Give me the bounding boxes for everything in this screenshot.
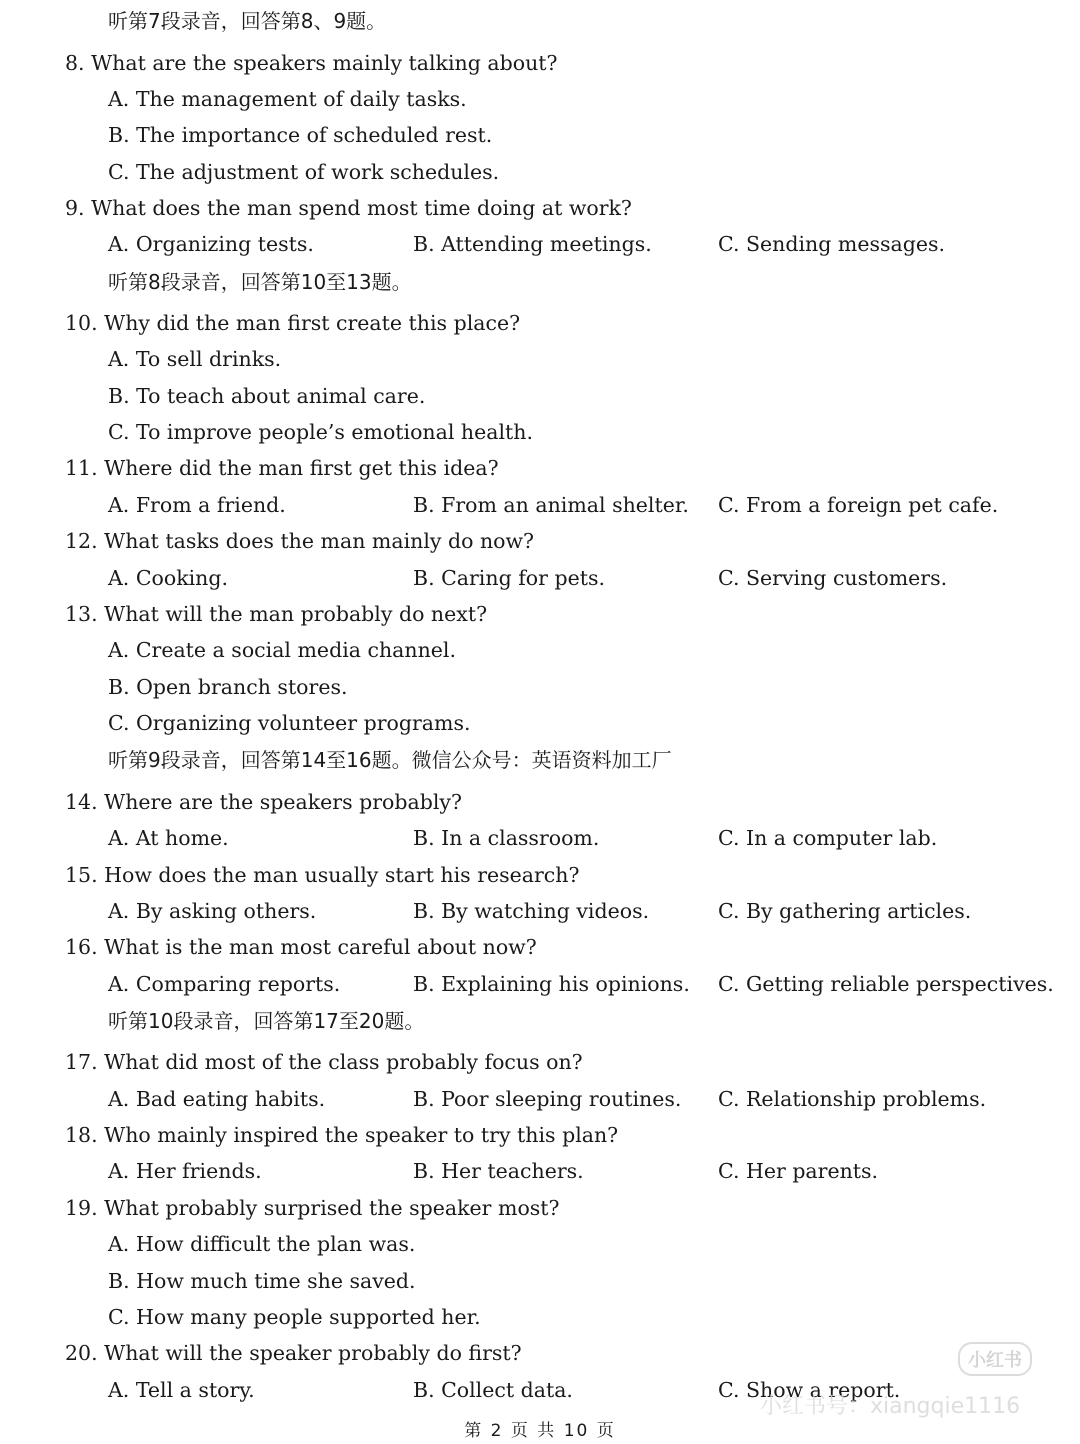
question-stem: 14. Where are the speakers probably? [65, 790, 462, 814]
question-stem: 16. What is the man most careful about now? [65, 935, 537, 959]
option-b: B. Attending meetings. [413, 232, 652, 256]
option-a: A. Her friends. [108, 1159, 262, 1183]
option-a: A. Tell a story. [108, 1378, 255, 1402]
section-heading: 听第10段录音，回答第17至20题。 [108, 1009, 425, 1033]
option-b: B. From an animal shelter. [413, 493, 689, 517]
option-b: B. By watching videos. [413, 899, 650, 923]
question-stem: 10. Why did the man first create this place? [65, 311, 521, 335]
question-stem: 15. How does the man usually start his research? [65, 863, 580, 887]
option-b: B. Poor sleeping routines. [413, 1087, 682, 1111]
question-stem: 8. What are the speakers mainly talking about? [65, 51, 558, 75]
option-b: B. In a classroom. [413, 826, 600, 850]
option-a: A. Organizing tests. [108, 232, 314, 256]
option-c: C. By gathering articles. [718, 899, 972, 923]
question-stem: 19. What probably surprised the speaker most? [65, 1196, 560, 1220]
watermark-id: 小红书号：xiangqie1116 [760, 1394, 1021, 1419]
section-heading: 听第8段录音，回答第10至13题。 [108, 270, 412, 294]
option-a: A. By asking others. [108, 899, 317, 923]
option-c: C. Serving customers. [718, 566, 948, 590]
option-c: C. Relationship problems. [718, 1087, 987, 1111]
option-c: C. In a computer lab. [718, 826, 938, 850]
option-b: B. How much time she saved. [108, 1269, 416, 1293]
question-stem: 12. What tasks does the man mainly do now? [65, 529, 535, 553]
page-footer: 第 2 页 共 10 页 [464, 1421, 616, 1441]
option-c: C. Getting reliable perspectives. [718, 972, 1054, 996]
option-b: B. To teach about animal care. [108, 384, 426, 408]
question-stem: 9. What does the man spend most time doing at work? [65, 196, 632, 220]
option-b: B. Collect data. [413, 1378, 573, 1402]
option-a: A. The management of daily tasks. [108, 87, 467, 111]
option-c: C. The adjustment of work schedules. [108, 160, 500, 184]
section-heading: 听第9段录音，回答第14至16题。微信公众号：英语资料加工厂 [108, 748, 672, 772]
option-c: C. Sending messages. [718, 232, 946, 256]
option-b: B. Her teachers. [413, 1159, 584, 1183]
option-a: A. How difficult the plan was. [108, 1232, 416, 1256]
option-c: C. To improve people’s emotional health. [108, 420, 533, 444]
question-stem: 13. What will the man probably do next? [65, 602, 488, 626]
option-a: A. Bad eating habits. [108, 1087, 326, 1111]
question-stem: 20. What will the speaker probably do first? [65, 1341, 522, 1365]
question-stem: 18. Who mainly inspired the speaker to try this plan? [65, 1123, 619, 1147]
option-a: A. From a friend. [108, 493, 286, 517]
option-a: A. Create a social media channel. [108, 638, 456, 662]
option-b: B. Caring for pets. [413, 566, 605, 590]
section-heading: 听第7段录音，回答第8、9题。 [108, 9, 387, 33]
option-c: C. How many people supported her. [108, 1305, 481, 1329]
option-c: C. From a foreign pet cafe. [718, 493, 999, 517]
option-b: B. The importance of scheduled rest. [108, 123, 493, 147]
option-b: B. Open branch stores. [108, 675, 348, 699]
option-a: A. Cooking. [108, 566, 229, 590]
watermark-logo: 小红书 [958, 1342, 1032, 1376]
question-stem: 11. Where did the man first get this idea? [65, 456, 499, 480]
option-c: C. Organizing volunteer programs. [108, 711, 471, 735]
option-a: A. Comparing reports. [108, 972, 341, 996]
question-stem: 17. What did most of the class probably focus on? [65, 1050, 583, 1074]
option-c: C. Her parents. [718, 1159, 879, 1183]
option-a: A. At home. [108, 826, 229, 850]
option-c: C. Show a report. [718, 1378, 901, 1402]
option-b: B. Explaining his opinions. [413, 972, 690, 996]
option-a: A. To sell drinks. [108, 347, 282, 371]
